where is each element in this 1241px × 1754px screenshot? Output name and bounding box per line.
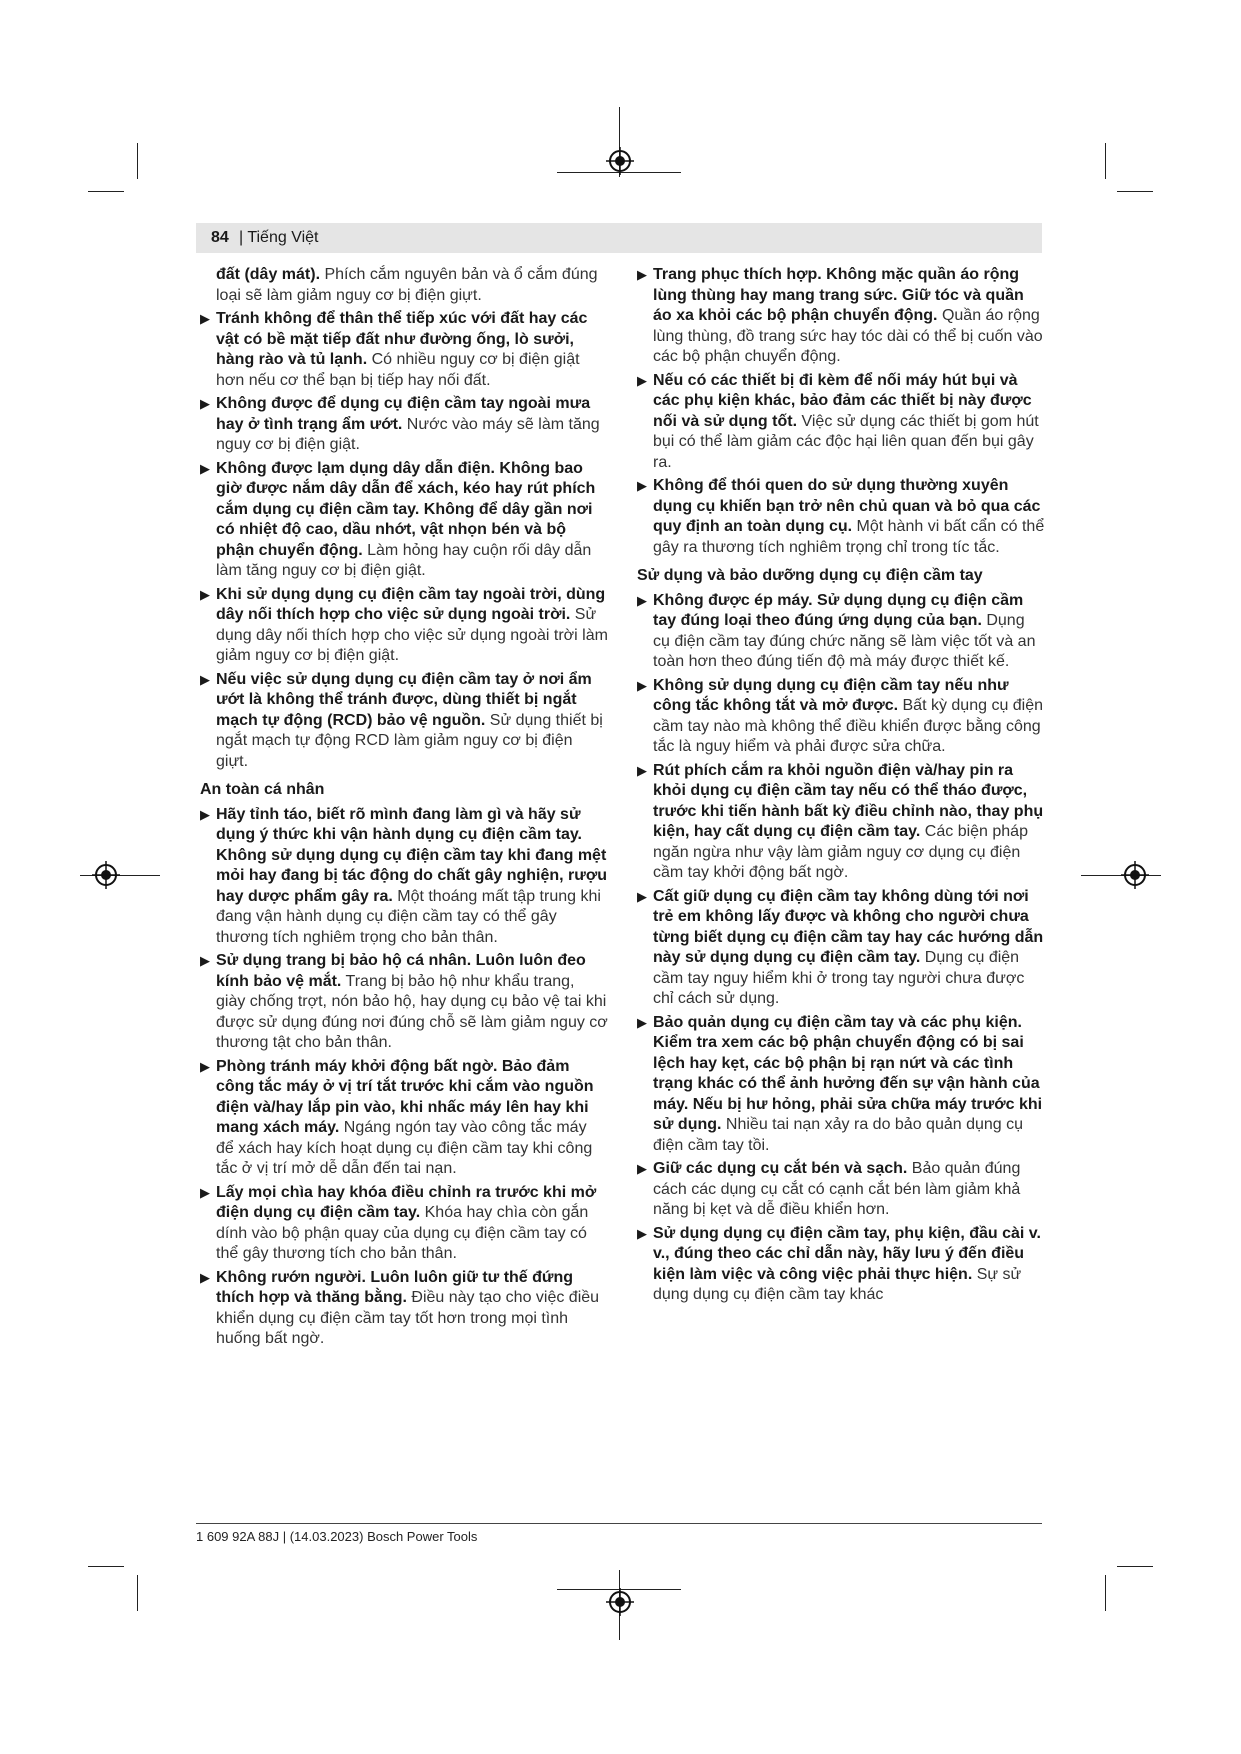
crop-mark bbox=[1105, 1575, 1106, 1611]
bullet-item: ▶ Sử dụng trang bị bảo hộ cá nhân. Luôn luôn đeo kính bảo vệ mắt. Trang bị bảo hộ như khẩu trang, giày chống trợt, nón bảo hộ, hay dụng cụ bảo vệ tai khi được sử dụng đúng nơi đúng chỗ sẽ làm giảm nguy cơ thương tật cho bản thân. bbox=[200, 952, 608, 1051]
bullet-item: ▶ Trang phục thích hợp. Không mặc quần áo rộng lùng thùng hay mang trang sức. Giữ tóc và quần áo xa khỏi các bộ phận chuyển động. Quần áo rộng lùng thùng, đồ trang sức hay tóc dài có thể bị cuốn vào các bộ phận chuyển động. bbox=[637, 266, 1043, 365]
bullet-arrow-icon: ▶ bbox=[200, 953, 210, 968]
bullet-item: ▶ Không được ép máy. Sử dụng dụng cụ điện cầm tay đúng loại theo đúng ứng dụng của bạn. Dụng cụ điện cầm tay đúng chức năng sẽ làm việc tốt và an toàn hơn theo đúng tiến độ mà máy được thiết kế. bbox=[637, 591, 1036, 670]
bullet-arrow-icon: ▶ bbox=[200, 460, 210, 476]
bullet-item: ▶ Giữ các dụng cụ cắt bén và sạch. Bảo quản đúng cách các dụng cụ cắt có cạnh cắt bén làm giảm khả năng bị kẹt và dễ điều khiển hơn. bbox=[637, 1160, 1021, 1218]
crop-mark bbox=[1105, 143, 1106, 179]
bullet-arrow-icon: ▶ bbox=[637, 1161, 647, 1176]
bullet-item: ▶ Bảo quản dụng cụ điện cầm tay và các phụ kiện. Kiểm tra xem các bộ phận chuyển động có bị sai lệch hay kẹt, các bộ phận bị rạn nứt và các tình trạng khác có thể ảnh hưởng đến sự vận hành của máy. Nếu bị hư hỏng, phải sửa chữa máy trước khi sử dụng. Nhiều tai nạn xảy ra do bảo quản dụng cụ điện cầm tay tồi. bbox=[637, 1013, 1043, 1154]
crop-mark bbox=[1117, 191, 1153, 192]
bullet-item: ▶ Tránh không để thân thể tiếp xúc với đất hay các vật có bề mặt tiếp đất như đường ống, lò sưởi, hàng rào và tủ lạnh. Có nhiều nguy cơ bị điện giật hơn nếu cơ thể bạn bị tiếp hay nối đất. bbox=[200, 310, 588, 389]
header-language: | Tiếng Việt bbox=[239, 229, 319, 246]
bullet-item: ▶ Sử dụng dụng cụ điện cầm tay, phụ kiện, đầu cài v. v., đúng theo các chỉ dẫn này, hãy lưu ý đến điều kiện làm việc và công việc phải thực hiện. Sự sử dụng dụng cụ điện cầm tay khác bbox=[637, 1224, 1041, 1303]
bullet-arrow-icon: ▶ bbox=[637, 372, 647, 388]
bullet-item: ▶ Không rướn người. Luôn luôn giữ tư thế đứng thích hợp và thăng bằng. Điều này tạo cho việc điều khiển dụng cụ điện cầm tay tốt hơn trong mọi tình huống bất ngờ. bbox=[200, 1268, 600, 1347]
footer-divider bbox=[196, 1523, 1042, 1524]
registration-mark-icon bbox=[606, 147, 634, 175]
bullet-arrow-icon: ▶ bbox=[637, 677, 647, 693]
section-heading: An toàn cá nhân bbox=[200, 781, 325, 798]
crop-mark bbox=[137, 1575, 138, 1611]
bullet-arrow-icon: ▶ bbox=[637, 888, 647, 904]
bullet-item: ▶ Phòng tránh máy khởi động bất ngờ. Bảo đảm công tắc máy ở vị trí tắt trước khi cắm vào nguồn điện và/hay lắp pin vào, khi nhấc máy lên hay khi mang xách máy. Ngáng ngón tay vào công tắc máy để xách hay kích hoạt dụng cụ điện cầm tay khi công tắc ở vị trí mở dễ dẫn đến tai nạn. bbox=[200, 1057, 594, 1177]
registration-mark-icon bbox=[606, 1588, 634, 1616]
section-heading: Sử dụng và bảo dưỡng dụng cụ điện cầm tay bbox=[637, 567, 983, 584]
bullet-arrow-icon: ▶ bbox=[200, 1058, 210, 1074]
bullet-arrow-icon: ▶ bbox=[637, 592, 647, 608]
page-number: 84 bbox=[211, 229, 229, 246]
bullet-arrow-icon: ▶ bbox=[637, 1225, 647, 1241]
paragraph: đất (dây mát). Phích cắm nguyên bản và ổ cắm đúng loại sẽ làm giảm nguy cơ bị điện giựt. bbox=[216, 266, 598, 304]
bullet-item: ▶ Nếu việc sử dụng dụng cụ điện cầm tay ở nơi ẩm ướt là không thể tránh được, dùng thiết bị ngắt mạch tự động (RCD) bảo vệ nguồn. Sử dụng thiết bị ngắt mạch tự động RCD làm giảm nguy cơ bị điện giựt. bbox=[200, 670, 603, 770]
registration-mark-icon bbox=[1121, 861, 1149, 889]
right-column bbox=[637, 265, 1045, 1309]
bullet-item: ▶ Không được để dụng cụ điện cầm tay ngoài mưa hay ở tình trạng ẩm ướt. Nước vào máy sẽ làm tăng nguy cơ bị điện giật. bbox=[200, 395, 600, 453]
bullet-arrow-icon: ▶ bbox=[200, 1184, 210, 1200]
bullet-item: ▶ Nếu có các thiết bị đi kèm để nối máy hút bụi và các phụ kiện khác, bảo đảm các thiết bị này được nối và sử dụng tốt. Việc sử dụng các thiết bị gom hút bụi có thể làm giảm các độc hại liên quan đến bụi gây ra. bbox=[637, 371, 1039, 471]
bullet-item: ▶ Lấy mọi chìa hay khóa điều chỉnh ra trước khi mở điện dụng cụ điện cầm tay. Khóa hay chìa còn gắn dính vào bộ phận quay của dụng cụ điện cầm tay có thể gây thương tích cho bản thân. bbox=[200, 1183, 597, 1262]
crop-mark bbox=[88, 191, 124, 192]
bullet-arrow-icon: ▶ bbox=[200, 396, 210, 411]
bullet-arrow-icon: ▶ bbox=[637, 1014, 647, 1030]
bullet-arrow-icon: ▶ bbox=[637, 762, 647, 778]
bullet-item: ▶ Cất giữ dụng cụ điện cầm tay không dùng tới nơi trẻ em không lấy được và không cho người chưa từng biết dụng cụ điện cầm tay hay các hướng dẫn này sử dụng dụng cụ điện cầm tay. Dụng cụ điện cầm tay nguy hiểm khi ở trong tay người chưa được chỉ cách sử dụng. bbox=[637, 887, 1044, 1007]
page-header bbox=[196, 223, 1042, 253]
crop-mark bbox=[88, 1566, 124, 1567]
bullet-arrow-icon: ▶ bbox=[200, 671, 210, 687]
crop-mark bbox=[1117, 1566, 1153, 1567]
page-footer: 1 609 92A 88J | (14.03.2023) Bosch Power Tools bbox=[196, 1529, 478, 1544]
bullet-arrow-icon: ▶ bbox=[637, 478, 647, 493]
bullet-item: ▶ Khi sử dụng dụng cụ điện cầm tay ngoài trời, dùng dây nối thích hợp cho việc sử dụng ngoài trời. Sử dụng dây nối thích hợp cho việc sử dụng ngoài trời làm giảm nguy cơ bị điện giật. bbox=[200, 585, 608, 664]
bullet-arrow-icon: ▶ bbox=[200, 1269, 210, 1285]
left-column bbox=[200, 265, 608, 1353]
bullet-arrow-icon: ▶ bbox=[200, 586, 210, 602]
bullet-arrow-icon: ▶ bbox=[200, 806, 210, 822]
bullet-arrow-icon: ▶ bbox=[637, 267, 647, 282]
registration-mark-icon bbox=[92, 861, 120, 889]
bullet-item: ▶ Không để thói quen do sử dụng thường xuyên dụng cụ khiến bạn trở nên chủ quan và bỏ qua các quy định an toàn dụng cụ. Một hành vi bất cẩn có thể gây ra thương tích nghiêm trọng chỉ trong tíc tắc. bbox=[637, 477, 1045, 556]
bullet-arrow-icon: ▶ bbox=[200, 311, 210, 326]
bullet-item: ▶ Hãy tỉnh táo, biết rõ mình đang làm gì và hãy sử dụng ý thức khi vận hành dụng cụ điện cầm tay. Không sử dụng dụng cụ điện cầm tay khi đang mệt mỏi hay đang bị tác động do chất gây nghiện, rượu hay dược phẩm gây ra. Một thoáng mất tập trung khi đang vận hành dụng cụ điện cầm tay có thể gây thương tích nghiêm trọng cho bản thân. bbox=[200, 805, 607, 946]
bullet-item: ▶ Không được lạm dụng dây dẫn điện. Không bao giờ được nắm dây dẫn để xách, kéo hay rút phích cắm dụng cụ điện cầm tay. Không để dây gần nơi có nhiệt độ cao, dầu nhớt, vật nhọn bén và bộ phận chuyển động. Làm hỏng hay cuộn rối dây dẫn làm tăng nguy cơ bị điện giật. bbox=[200, 459, 596, 579]
bullet-item: ▶ Không sử dụng dụng cụ điện cầm tay nếu như công tắc không tắt và mở được. Bất kỳ dụng cụ điện cầm tay nào mà không thể điều khiển được bằng công tắc là nguy hiểm và phải được sửa chữa. bbox=[637, 676, 1044, 755]
crop-mark bbox=[137, 143, 138, 179]
bullet-item: ▶ Rút phích cắm ra khỏi nguồn điện và/hay pin ra khỏi dụng cụ điện cầm tay nếu có thể tháo được, trước khi tiến hành bất kỳ điều chỉnh nào, thay phụ kiện, hay cất dụng cụ điện cầm tay. Các biện pháp ngăn ngừa như vậy làm giảm nguy cơ dụng cụ điện cầm tay khởi động bất ngờ. bbox=[637, 761, 1044, 881]
